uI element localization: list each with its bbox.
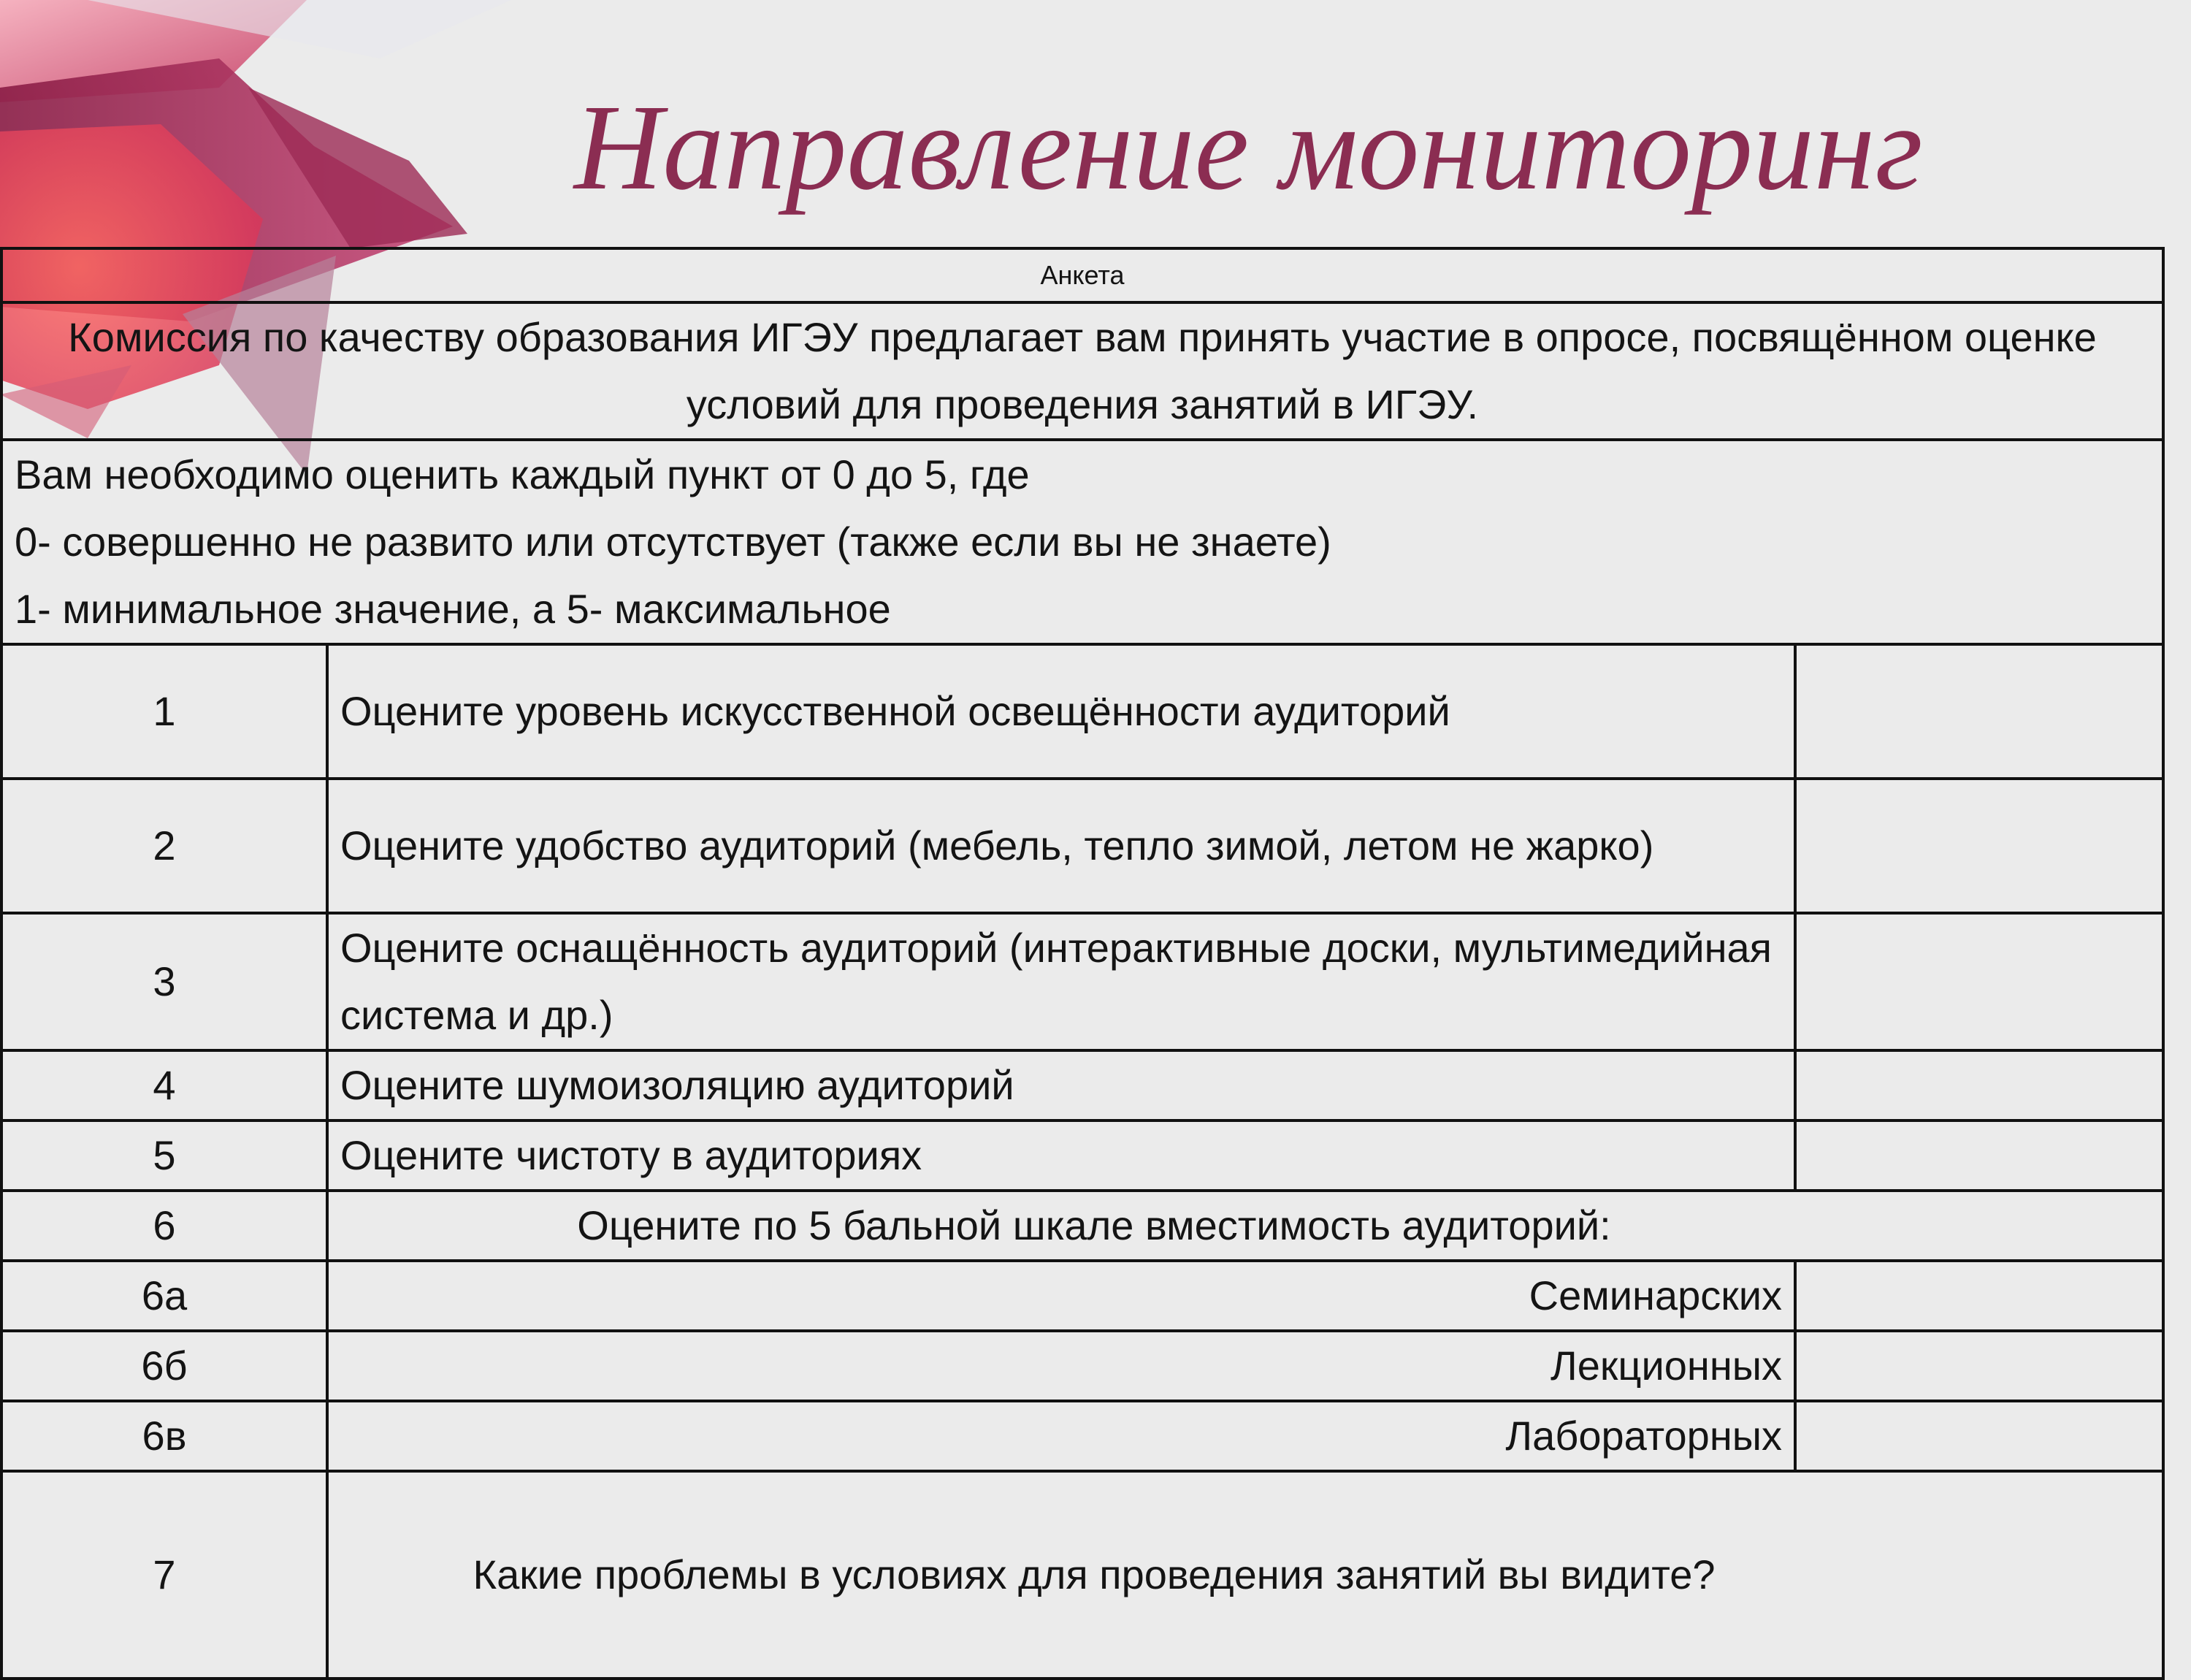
question-text: Лекционных (327, 1331, 1795, 1401)
score-cell[interactable] (1795, 1120, 2163, 1191)
survey-intro: Комиссия по качеству образования ИГЭУ предлагает вам принять участие в опросе, посвящённом оценке условий для проведения занятий в ИГЭУ. (1, 302, 2163, 440)
question-number: 2 (1, 779, 327, 913)
table-row (1, 1401, 2163, 1471)
question-number: 1 (1, 644, 327, 779)
instruction-line: 1- минимальное значение, а 5- максимальное (15, 586, 891, 632)
score-cell[interactable] (1795, 1401, 2163, 1471)
table-row (1, 1120, 2163, 1191)
question-text: Оцените уровень искусственной освещённости аудиторий (327, 644, 1795, 779)
table-row (1, 1331, 2163, 1401)
table-row (1, 1471, 2163, 1679)
survey-header-row (1, 248, 2163, 302)
question-text: Оцените оснащённость аудиторий (интерактивные доски, мультимедийная система и др.) (327, 913, 1795, 1050)
question-number: 4 (1, 1050, 327, 1120)
score-cell[interactable] (1795, 1261, 2163, 1331)
score-cell[interactable] (1795, 1331, 2163, 1401)
table-row (1, 644, 2163, 779)
question-number: 3 (1, 913, 327, 1050)
score-cell[interactable] (1795, 779, 2163, 913)
question-number: 6а (1, 1261, 327, 1331)
instruction-line: 0- совершенно не развито или отсутствует (также если вы не знаете) (15, 519, 1331, 565)
question-text: Оцените шумоизоляцию аудиторий (327, 1050, 1795, 1120)
score-cell[interactable] (1795, 644, 2163, 779)
score-cell[interactable] (1795, 1050, 2163, 1120)
question-number: 6б (1, 1331, 327, 1401)
survey-instructions (1, 440, 2163, 644)
question-text: Лабораторных (327, 1401, 1795, 1471)
question-text: Оцените удобство аудиторий (мебель, тепло зимой, летом не жарко) (327, 779, 1795, 913)
score-cell[interactable] (1795, 913, 2163, 1050)
table-row (1, 1050, 2163, 1120)
table-row (1, 1191, 2163, 1261)
survey-header: Анкета (1, 248, 2163, 302)
question-text: Семинарских (327, 1261, 1795, 1331)
question-number: 5 (1, 1120, 327, 1191)
page-title: Направление мониторинг (574, 80, 1923, 215)
question-number: 7 (1, 1471, 327, 1679)
table-row (1, 1261, 2163, 1331)
table-row (1, 913, 2163, 1050)
survey-instructions-row (1, 440, 2163, 644)
survey-intro-row (1, 302, 2163, 440)
question-number: 6 (1, 1191, 327, 1261)
instruction-line: Вам необходимо оценить каждый пункт от 0 до 5, где (15, 451, 1030, 497)
question-number: 6в (1, 1401, 327, 1471)
survey-table (0, 247, 2165, 1680)
question-text: Какие проблемы в условиях для проведения занятий вы видите? (327, 1471, 2163, 1679)
question-text: Оцените чистоту в аудиториях (327, 1120, 1795, 1191)
question-text: Оцените по 5 бальной шкале вместимость аудиторий: (327, 1191, 2163, 1261)
table-row (1, 779, 2163, 913)
